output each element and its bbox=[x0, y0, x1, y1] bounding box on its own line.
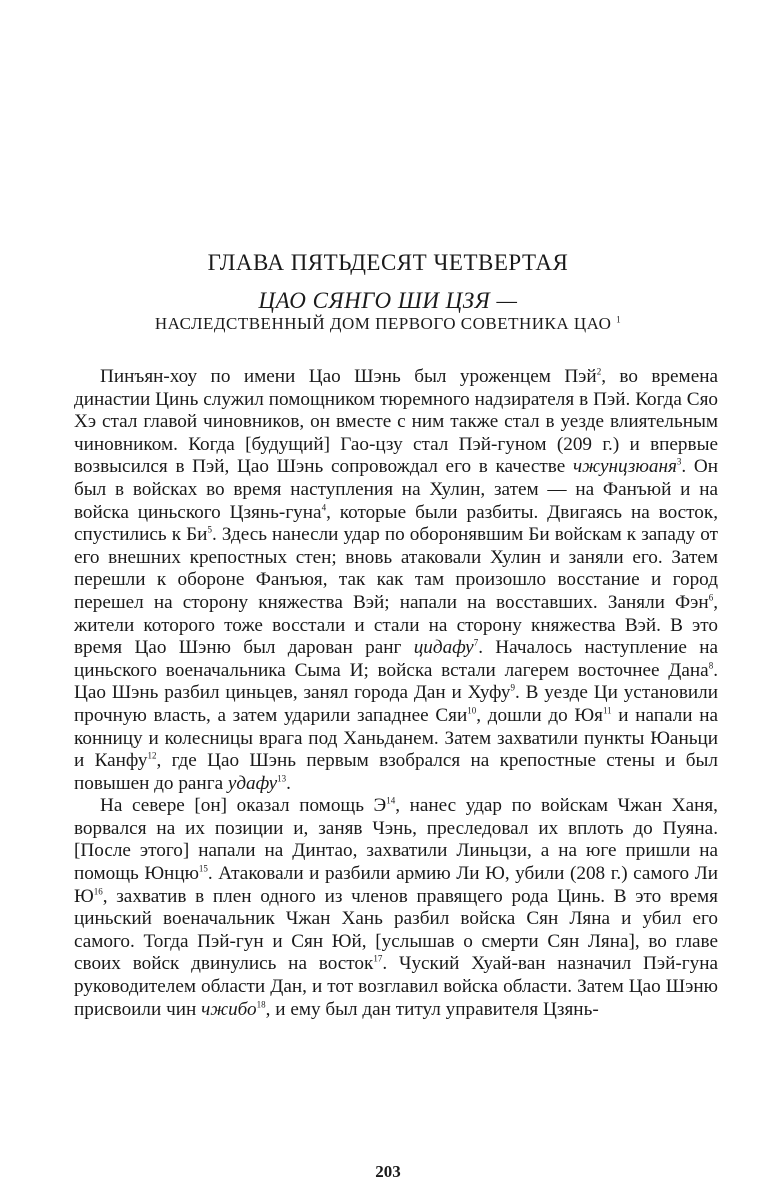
text-span: . Он был в войсках во время наступления на Хулин, затем — на Фанъюй и на войска циньского Цзянь-гуна bbox=[74, 456, 718, 523]
italic-term: чжунцзюаня bbox=[572, 456, 677, 478]
footnote-marker: 8 bbox=[708, 660, 714, 671]
text-span: , где Цао Шэнь первым взобрался на крепостные стены и был повышен до ранга bbox=[74, 750, 718, 794]
text-span: , которые были разбиты. Двигаясь на восток, спустились к Би bbox=[74, 501, 719, 546]
footnote-marker: 3 bbox=[676, 456, 682, 467]
text-span: , во времена династии Цинь служил помощником тюремного надзирателя в Пэй. Когда Сяо Хэ стал главой чиновников, он вместе с ним также стал в уезде влиятельным чиновником. Когда [будущий] Гао-цзу стал Пэй-гуном (209 г.) и впервые возвысился в Пэй, Цао Шэнь сопровождал его в качестве bbox=[74, 366, 718, 478]
italic-term: чжибо bbox=[201, 998, 257, 1020]
footnote-marker: 14 bbox=[386, 795, 396, 806]
text-span: . Началось наступление на циньского военачальника Сыма И; войска встали лагерем восточнее Дана bbox=[74, 637, 718, 681]
footnote-marker: 1 bbox=[616, 314, 622, 325]
footnote-marker: 10 bbox=[467, 705, 477, 716]
chapter-title: ГЛАВА ПЯТЬДЕСЯТ ЧЕТВЕРТАЯ bbox=[207, 250, 569, 275]
paragraph-2 bbox=[74, 795, 718, 1021]
italic-term: цидафу bbox=[413, 637, 474, 659]
footnote-marker: 16 bbox=[93, 886, 103, 897]
footnote-marker: 17 bbox=[373, 954, 383, 965]
text-span: . В уезде Ци установили прочную власть, а затем ударили западнее Сяи bbox=[74, 682, 718, 726]
text-span: . Чуский Хуай-ван назначил Пэй-гуна руководителем области Дан, и тот возглавил войска области. Затем Цао Шэню присвоили чин bbox=[74, 953, 718, 1020]
chapter-subtitle: ЦАО СЯНГО ШИ ЦЗЯ — bbox=[258, 288, 518, 313]
text-span: , жители которого тоже восстали и стали на сторону княжества Вэй. В это время Цао Шэню был дарован ранг bbox=[74, 591, 718, 659]
text-span: , нанес удар по войскам Чжан Ханя, ворвался на их позиции и, заняв Чэнь, преследовал их вплоть до Пуяна. [После этого] напали на Динтао, захватили Линьцзи, а на юге пришли на помощь Юнцю bbox=[74, 795, 718, 885]
text-span: . Цао Шэнь разбил циньцев, занял города Дан и Хуфу bbox=[74, 659, 718, 704]
body-text bbox=[74, 366, 718, 1021]
footnote-marker: 6 bbox=[708, 592, 714, 603]
text-span: . Атаковали и разбили армию Ли Ю, убили (208 г.) самого Ли Ю bbox=[74, 863, 718, 907]
text-span: Пинъян-хоу по имени Цао Шэнь был уроженцем Пэй bbox=[100, 366, 597, 387]
text-span: На севере [он] оказал помощь Э bbox=[100, 795, 387, 817]
footnote-marker: 4 bbox=[321, 502, 327, 513]
footnote-marker: 2 bbox=[596, 366, 602, 377]
text-span: . Здесь нанесли удар по оборонявшим Би войскам к западу от его внешних крепостных стен; вновь атаковали Хулин и заняли его. Затем перешли к обороне Фанъюя, так как там произошло восстание и город перешел на сторону княжества Вэй; напали на восставших. Заняли Фэн bbox=[74, 524, 718, 613]
text-span: , дошли до Юя bbox=[476, 704, 603, 726]
text-span: . bbox=[286, 772, 291, 794]
chapter-subtitle-line2 bbox=[0, 314, 776, 334]
footnote-marker: 5 bbox=[207, 524, 212, 535]
footnote-marker: 18 bbox=[256, 999, 266, 1010]
footnote-marker: 12 bbox=[147, 750, 157, 761]
text-span: , и ему был дан титул управителя Цзянь- bbox=[265, 998, 599, 1020]
chapter-subtitle2-text: НАСЛЕДСТВЕННЫЙ ДОМ ПЕРВОГО СОВЕТНИКА ЦАО bbox=[154, 314, 612, 333]
page-number: 203 bbox=[375, 1162, 401, 1181]
text-span: и напали на конницу и колесницы врага под Ханьданем. Затем захватили пункты Юаньци и Канфу bbox=[74, 704, 718, 772]
italic-term: удафу bbox=[227, 772, 278, 794]
footnote-marker: 13 bbox=[277, 773, 287, 784]
footnote-marker: 15 bbox=[198, 863, 208, 874]
footnote-marker: 7 bbox=[473, 637, 479, 648]
text-span: , захватив в плен одного из членов правящего рода Цинь. В это время циньский военачальник Чжан Хань разбил войска Сян Ляна и убил его самого. Тогда Пэй-гун и Сян Юй, [услышав о смерти Сян Ляна], во главе своих войск двинулись на восток bbox=[74, 885, 718, 975]
footnote-marker: 9 bbox=[510, 682, 515, 693]
paragraph-1 bbox=[74, 366, 718, 795]
footnote-marker: 11 bbox=[602, 705, 612, 716]
